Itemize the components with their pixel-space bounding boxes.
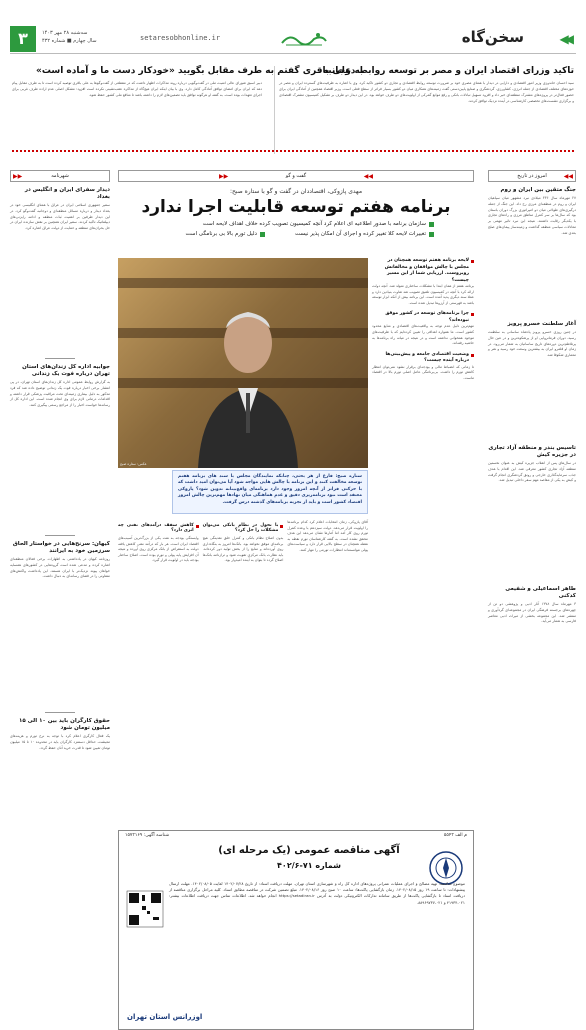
top-story-headline-2[interactable]: به علی باقری گفتم به طرف مقابل بگویید «خودکار دست ما و آماده است»	[36, 66, 364, 76]
history-item	[488, 321, 576, 440]
qa-item	[372, 258, 474, 306]
history-sidebar	[488, 170, 576, 832]
interview-title[interactable]: برنامه هفتم توسعه قابلیت اجرا ندارد	[141, 197, 451, 217]
arrow-left-icon: ◀◀	[563, 173, 573, 180]
shahrnameh-item-head[interactable]: جوابیه اداره کل زندان‌های استان تهران درباره فوت یک زندانی	[22, 364, 110, 377]
shahrnameh-tag	[10, 170, 110, 182]
shahrnameh-item-head[interactable]: دیدار سفرای ایران و انگلیس در بغداد	[24, 187, 110, 200]
qa-question	[372, 311, 474, 324]
interview-kicker: مهدی پازوکی، اقتصاددان در گفت و گو با ستاره صبح:	[229, 188, 363, 195]
qa-question-text: لایحه برنامه هفتم توسعه همچنان در مجلس با چالش موافقان و مخالفانش روبروست. ارزیابی شما از این مسیر چیست؟	[384, 258, 469, 283]
item-separator	[45, 358, 75, 359]
interview-subline	[185, 231, 264, 237]
shahrnameh-item	[10, 541, 110, 707]
arrow-left-icon: ◀◀	[363, 173, 373, 180]
tender-notice	[118, 830, 474, 1030]
qa-question-text: وضعیت اقتصادی جامعه و پیش‌بینی‌ها درباره آینده چیست؟	[385, 351, 469, 364]
history-item-text: ۲۷ مهرماه سال ۴۳۶ میلادی نبرد مشهور میان سپاهیان ایران و روم در منطقه‌ای مرزی رخ داد. این جنگ از جمله درگیری‌های طولانی میان دو امپراتوری بزرگ دوران باستان بود که سال‌ها بر سر کنترل مناطق مرزی و راه‌های تجاری با یکدیگر رقابت داشتند. نتیجه این نبرد تاثیر مهمی بر معادلات سیاسی منطقه گذاشت و زمینه‌ساز پیمان‌های صلح بعدی شد.	[488, 196, 576, 235]
site-url[interactable]: setaresobhonline.ir	[140, 34, 221, 42]
pull-quote: ستاره صبح: فارغ از هر بحثی، چنانکه نمایندگان مجلس با سند های برنامه هفتم توسعه مخالفت کنند و این برنامه با چالش هایی مواجه شود آیا می‌توان امید داشت که با حرکتی فراتر از آنچه امروز وجود دارد برنامه‌ای واقع‌بینانه تدوین شود؟ پازوکی معتقد است نبود برنامه‌ریزی دقیق و عدم هماهنگی میان نهادها مهم‌ترین چالش امروز اقتصاد کشور است و باید از تجربه برنامه‌های گذشته درس گرفت.	[172, 470, 368, 514]
issue-meta	[42, 29, 97, 45]
history-item	[488, 586, 576, 742]
shahrnameh-tag-label: شهرنامه	[51, 173, 69, 179]
history-item-head[interactable]: تاسیس بندر و منطقه آزاد تجاری در جزیره کیش	[488, 445, 576, 458]
body-column	[203, 520, 284, 564]
shahrnameh-item	[10, 187, 110, 353]
body-column	[118, 520, 199, 564]
shahrnameh-item-head[interactable]: حقوق کارگران باید بین ۱۰ الی ۱۵ میلیون تومان شود	[18, 718, 110, 731]
body-text: آقای پازوکی، زمان انتخابات اعلام کرد کدام برنامه‌ها را اولویت قرار می‌دهد. دولت سیزدهم با وعده کنترل تورم روی کار آمد اما آمارها نشان می‌دهد این هدف محقق نشده است. به گفته کارشناسان تورم نقطه به نقطه همچنان در سطح بالایی قرار دارد و سیاست‌های پولی نتوانسته‌اند انتظارات تورمی را مهار کنند.	[287, 520, 368, 552]
square-bullet-icon	[280, 525, 283, 528]
history-item-text: در سال‌های پس از انقلاب جزیره کیش به عنوان نخستین منطقه آزاد تجاری کشور معرفی شد. این اقدام با هدف جذب سرمایه‌گذاری خارجی و رونق گردشگری انجام گرفت و کیش به یکی از مقاصد مهم سفر داخلی تبدیل شد.	[488, 461, 576, 483]
shahrnameh-item-text: به گزارش روابط عمومی اداره کل زندان‌های استان تهران، در پی انتشار برخی اخبار درباره فوت یک زندانی توضیح داده شد که فرد مذکور به دلیل بیماری زمینه‌ای تحت مراقبت پزشکی قرار داشته و اقدامات درمانی لازم برای وی انجام شده است. این اداره کل از رسانه‌ها خواست اخبار را از مراجع رسمی پیگیری کنند.	[10, 380, 110, 408]
body-subheading-text: با تحول در نظام بانکی می‌توان مشکلات را حل کرد؟	[202, 523, 279, 533]
newspaper-logo	[278, 29, 330, 49]
body-subheading-text: کاهش سقف درآمدهای نفتی چه اثری دارد؟	[117, 523, 194, 533]
date-line: سه‌شنبه ۲۸ مهر ۱۴۰۳	[42, 30, 88, 36]
notice-topbar	[119, 831, 473, 841]
notice-signature: اوزرانس استان تهران	[127, 1013, 203, 1021]
square-bullet-icon	[429, 232, 434, 237]
qa-question	[372, 258, 474, 284]
square-bullet-icon	[471, 260, 474, 263]
top-story-body-1: سید احسان خاندوزی وزیر امور اقتصادی و دارایی در دیدار با همتای مصری خود بر ضرورت توسعه روابط اقتصادی و تجاری دو کشور تاکید کرد. وی با اشاره به ظرفیت‌های گسترده ایران و مصر در حوزه‌های مختلف اقتصادی از جمله انرژی، کشاورزی، گردشگری و صنایع پایین‌دستی گفت زمینه‌های همکاری میان دو کشور بسیار فراتر از سطح فعلی است. وزیر اقتصاد همچنین از آمادگی ایران برای حضور فعال‌تر در پروژه‌های مشترک منطقه‌ای خبر داد و افزود تسهیل تبادلات بانکی و رفع موانع گمرکی از اولویت‌های دو طرف خواهد بود. در این دیدار دو طرف بر تشکیل کمیسیون مشترک اقتصادی و برگزاری نشست‌های تخصصی کارشناسی در آینده نزدیک توافق کردند.	[279, 81, 574, 103]
section-separator	[12, 150, 574, 154]
shahrnameh-item	[10, 364, 110, 530]
square-bullet-icon	[429, 222, 434, 227]
qa-answer: مهم‌ترین دلیل عدم توجه به واقعیت‌های اقتصادی و منابع محدود کشور است. ما همواره اهدافی را تعیین کرده‌ایم که با ظرفیت‌های موجود همخوانی نداشته است و در نتیجه در میانه راه برنامه‌ها به حاشیه رفته‌اند.	[372, 324, 474, 346]
history-item	[488, 187, 576, 316]
chevron-double-icon: ◀◀	[559, 32, 570, 46]
arrow-right-icon: ▶▶	[219, 173, 229, 180]
shahrnameh-item-head[interactable]: کیهان: سرنخ‌هایی در خواستار الحاق سرزمین خود به ایرانند	[12, 541, 110, 554]
history-item	[488, 445, 576, 581]
interview-subline	[295, 231, 434, 237]
qr-code-icon[interactable]	[127, 891, 163, 927]
top-story-body-2: دبیر اسبق شورای عالی امنیت ملی در گفت‌وگویی درباره روند مذاکرات اظهار داشت که در مقطعی از گفت‌وگوها به علی باقری توصیه کرده است تا به طرف مقابل پیام دهد که ایران برای امضای توافق آمادگی کامل دارد. وی با بیان اینکه ایران هیچ‌گاه از مذاکره عقب‌نشینی نکرده است افزود: مشکل اصلی عدم اراده طرف غربی برای اجرای تعهدات بوده است. به گفته او هرگونه توافق باید تضمین‌های لازم را داشته باشد تا منافع ملی کشور حفظ شود.	[12, 81, 262, 97]
qa-answer: برنامه هفتم از همان ابتدا با مشکلات ساختاری متولد شد. آنچه دولت ارائه کرد با آنچه در کمیسیون تلفیق تصویب شد تفاوت بنیادین دارد و عملا سند دیگری پدید آمده است. این برنامه بیش از آنکه ابزار توسعه باشد به فهرستی از آرزوها تبدیل شده است.	[372, 284, 474, 305]
interviewee-photo	[118, 258, 368, 468]
interview-tag	[118, 170, 474, 182]
issue-line: سال چهارم ■ شماره ۴۳۲	[42, 38, 97, 44]
notice-ref: م الف ۵۵۴۲	[443, 833, 467, 838]
shahrnameh-item-text: روزنامه کیهان در یادداشتی به اظهارات برخی فعالان منطقه‌ای اشاره کرده و مدعی شده است گروه‌هایی در کشورهای همسایه خواهان پیوند نزدیک‌تر با ایران هستند. این یادداشت واکنش‌های متفاوتی را در فضای رسانه‌ای به دنبال داشت.	[10, 557, 110, 579]
square-bullet-icon	[260, 232, 265, 237]
qa-item	[372, 352, 474, 382]
section-title: سخن‌گاه	[461, 28, 524, 46]
shahrnameh-sidebar	[10, 170, 110, 860]
body-subheading	[118, 523, 199, 533]
main-interview	[117, 170, 474, 1021]
square-bullet-icon	[471, 354, 474, 357]
page-header	[10, 26, 576, 54]
notice-body: موضوع مناقصه: تهیه مصالح و اجرای عملیات عمرانی پروژه‌های اداره کل راه و شهرسازی استان تهران. مهلت دریافت اسناد: از تاریخ ۱۴۰۲/۰۷/۲۸ لغایت ۱۴۰۲/۰۸/۰۵. مهلت ارسال پیشنهادات: تا ساعت ۱۹ روز ۱۴۰۲/۰۸/۱۵. زمان بازگشایی پاکت‌ها: ساعت ۱۰ صبح روز ۱۴۰۲/۰۸/۱۶. مبلغ تضمین شرکت در مناقصه مطابق اسناد. کلیه مراحل برگزاری مناقصه از دریافت اسناد تا بازگشایی پاکت‌ها از طریق سامانه تدارکات الکترونیکی دولت به آدرس https://setadiran.ir انجام خواهد شد. اطلاعات تماس جهت دریافت اطلاعات بیشتر: ۰۲۱-۴۱۹۳۴ و ۰۲۱-۸۸۹۶۹۷۳۷.	[169, 881, 466, 905]
history-item-head[interactable]: آغاز سلطنت خسرو پرویز	[507, 321, 576, 327]
body-column	[287, 520, 368, 564]
subline-text: سازمان برنامه با صدور اطلاعیه ای اعلام کرد آنچه کمیسیون تصویب کرده خلاف اهداف لایحه است	[202, 221, 426, 227]
qa-question-text: چرا برنامه‌های توسعه در کشور موفق نبوده‌اند؟	[385, 311, 469, 323]
column-divider	[274, 66, 275, 154]
qa-answer: تا زمانی که انضباط مالی و بودجه‌ای برقرار نشود نمی‌توان انتظار کاهش تورم را داشت. بی‌برنامگی عامل اصلی تورم بالا در اقتصاد ماست.	[372, 364, 474, 380]
article-body	[118, 520, 368, 564]
shahrnameh-item-text: یک فعال کارگری اعلام کرد با توجه به نرخ تورم و هزینه‌های معیشت، حداقل دستمزد کارگران باید در محدوده ۱۰ تا ۱۵ میلیون تومان تعیین شود تا قدرت خرید آنان حفظ گردد.	[10, 734, 110, 750]
person-silhouette	[188, 298, 308, 468]
history-item-text: در چنین روزی خسرو پرویز پادشاه ساسانی به سلطنت رسید. دوران فرمانروایی او از پرشکوه‌ترین و در عین حال پرتلاطم‌ترین دوره‌های تاریخ ساسانیان به شمار می‌رود. در زمان او قلمرو ایران به بیشترین وسعت خود رسید و هنر و معماری شکوفا شد.	[488, 330, 576, 358]
square-bullet-icon	[196, 525, 199, 528]
item-separator	[45, 712, 75, 713]
qa-question	[372, 352, 474, 365]
shahrnameh-item	[10, 718, 110, 824]
square-bullet-icon	[471, 313, 474, 316]
history-item-text: ۳ مهرماه سال ۱۳۷۸ آثار ادبی و پژوهشی دو تن از چهره‌های برجسته فرهنگی ایران در مجموعه‌ای گردآوری و منتشر شد. این مجموعه بخشی از میراث ادبی معاصر فارسی به شمار می‌آید.	[488, 602, 576, 624]
subline-text: دلیل تورم بالا بی برنامگی است	[185, 231, 257, 237]
history-item-head[interactable]: طاهر اسماعیلی و شفیعی کدکنی	[505, 586, 576, 599]
history-item-head[interactable]: جنگ متقین بین ایران و روم	[500, 187, 576, 193]
page-number: ۳	[10, 26, 36, 52]
top-story-headline-1[interactable]: تاکید وزرای اقتصاد ایران و مصر بر توسعه روابط دوجانبه	[322, 66, 574, 76]
qa-item	[372, 311, 474, 346]
qa-column	[372, 258, 474, 728]
interview-tag-label: گفت و گو	[285, 173, 307, 179]
shahrnameh-item-text: سفیر جمهوری اسلامی ایران در عراق با همتای انگلیسی خود در بغداد دیدار و درباره مسائل منطقه‌ای و دوجانبه گفت‌وگو کرد. در این دیدار طرفین بر اهمیت ثبات منطقه و ادامه رایزنی‌های دیپلماتیک تاکید کردند. سفیر ایران همچنین بر نقش سازنده ایران در حل بحران‌های منطقه و حمایت از دولت عراق اشاره کرد.	[10, 203, 110, 231]
photo-caption: عکس: ستاره صبح	[120, 462, 147, 466]
notice-id: شناسه آگهی: ۱۵۷۲۱۶۹	[125, 833, 170, 838]
photo-bookshelf	[118, 278, 368, 288]
notice-title[interactable]: آگهی مناقصه عمومی (یک مرحله ای)	[218, 845, 400, 856]
arrow-right-icon: ▶▶	[13, 173, 23, 180]
history-tag-label: امروز در تاریخ	[517, 173, 547, 179]
body-text: وابستگی بودجه به نفت یکی از بزرگ‌ترین آسیب‌های اقتصاد ایران است. هر بار که درآمد نفتی کاهش یافته دولت به استقراض از بانک مرکزی روی آورده و نتیجه آن افزایش پایه پولی و تورم بوده است. اصلاح ساختار بودجه باید در اولویت قرار گیرد.	[117, 536, 199, 563]
subline-text: تغییرات لایحه کلا تغییر کرده و اجرای آن امکان پذیر نیست	[294, 231, 426, 237]
item-separator	[45, 535, 75, 536]
history-tag	[488, 170, 576, 182]
interview-subline-row	[118, 227, 474, 237]
notice-number: شماره ۷۱-۴۰۲/۶	[277, 861, 341, 870]
body-subheading	[203, 523, 284, 533]
body-text: بدون اصلاح نظام بانکی و کنترل خلق نقدینگی هیچ برنامه‌ای موفق نخواهد بود. بانک‌ها امروز به بنگاه‌داری روی آورده‌اند و منابع را از بخش تولید دور کرده‌اند. باید نظارت بانک مرکزی تقویت شود و ترازنامه بانک‌ها اصلاح گردد تا بتوان به آینده امیدوار بود.	[202, 536, 284, 563]
